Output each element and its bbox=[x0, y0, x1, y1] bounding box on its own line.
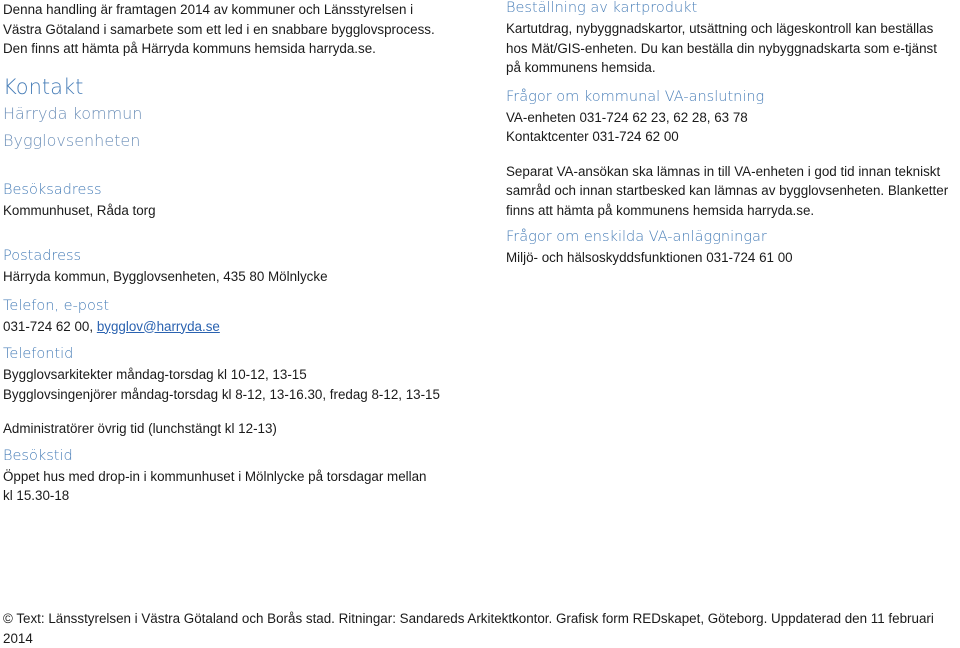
enskilda-heading: Frågor om enskilda VA-anläggningar bbox=[506, 229, 767, 245]
telefon-heading: Telefon, e-post bbox=[3, 297, 110, 314]
intro-text: Denna handling är framtagen 2014 av kommuner och Länsstyrelsen i Västra Götaland i samarbete som ett led i en snabbare bygglovsprocess. Den finns att hämta på Härryda kommuns hemsida harryda.se. bbox=[3, 2, 435, 56]
kontaktcenter-text: Kontaktcenter 031-724 62 00 bbox=[506, 129, 679, 144]
bestallning-text: Kartutdrag, nybyggnadskartor, utsättning och lägeskontroll kan beställas hos Mät/GIS-enheten. Du kan beställa din nybyggnadskarta som e-tjänst på kommunens hemsida. bbox=[506, 21, 937, 75]
separat-va-text: Separat VA-ansökan ska lämnas in till VA-enheten i god tid innan tekniskt samråd och innan startbesked kan lämnas av bygglovsenheten. Blanketter finns att hämta på kommunens hemsida harryda.se. bbox=[506, 163, 949, 218]
telefon-line bbox=[3, 317, 463, 337]
telefon-number: 031-724 62 00, bbox=[3, 318, 97, 334]
email-link[interactable]: bygglov@harryda.se bbox=[96, 318, 220, 334]
besoksadress-text: Kommunhuset, Råda torg bbox=[3, 202, 156, 218]
va-enheten-text: VA-enheten 031-724 62 23, 62 28, 63 78 bbox=[506, 109, 748, 125]
telefontid-arkitekter: Bygglovsarkitekter måndag-torsdag kl 10-12, 13-15 bbox=[3, 367, 307, 382]
kontakt-heading: Kontakt bbox=[3, 74, 84, 99]
va-heading: Frågor om kommunal VA-anslutning bbox=[506, 88, 765, 105]
enhet-heading: Bygglovsenheten bbox=[3, 130, 141, 150]
besoksadress-heading: Besöksadress bbox=[3, 181, 102, 198]
postadress-text: Härryda kommun, Bygglovsenheten, 435 80 Mölnlycke bbox=[3, 269, 328, 284]
right-column bbox=[506, 0, 958, 268]
telefontid-heading: Telefontid bbox=[3, 346, 74, 362]
kommun-heading: Härryda kommun bbox=[3, 103, 143, 123]
besokstid-heading: Besökstid bbox=[3, 447, 73, 464]
administratorer-text: Administratörer övrig tid (lunchstängt kl 12-13) bbox=[3, 421, 277, 436]
left-column bbox=[3, 0, 463, 506]
bestallning-heading: Beställning av kartprodukt bbox=[506, 0, 698, 16]
footer-credits: © Text: Länsstyrelsen i Västra Götaland och Borås stad. Ritningar: Sandareds Arkitektkontor. Grafisk form REDskapet, Göteborg. Uppdaterad den 11 februari 2014 bbox=[3, 611, 934, 646]
telefontid-ingenjorer: Bygglovsingenjörer måndag-torsdag kl 8-12, 13-16.30, fredag 8-12, 13-15 bbox=[3, 386, 440, 402]
enskilda-text: Miljö- och hälsoskyddsfunktionen 031-724 61 00 bbox=[506, 250, 793, 265]
postadress-heading: Postadress bbox=[3, 248, 82, 264]
besokstid-text: Öppet hus med drop-in i kommunhuset i Mölnlycke på torsdagar mellan kl 15.30-18 bbox=[3, 468, 427, 503]
